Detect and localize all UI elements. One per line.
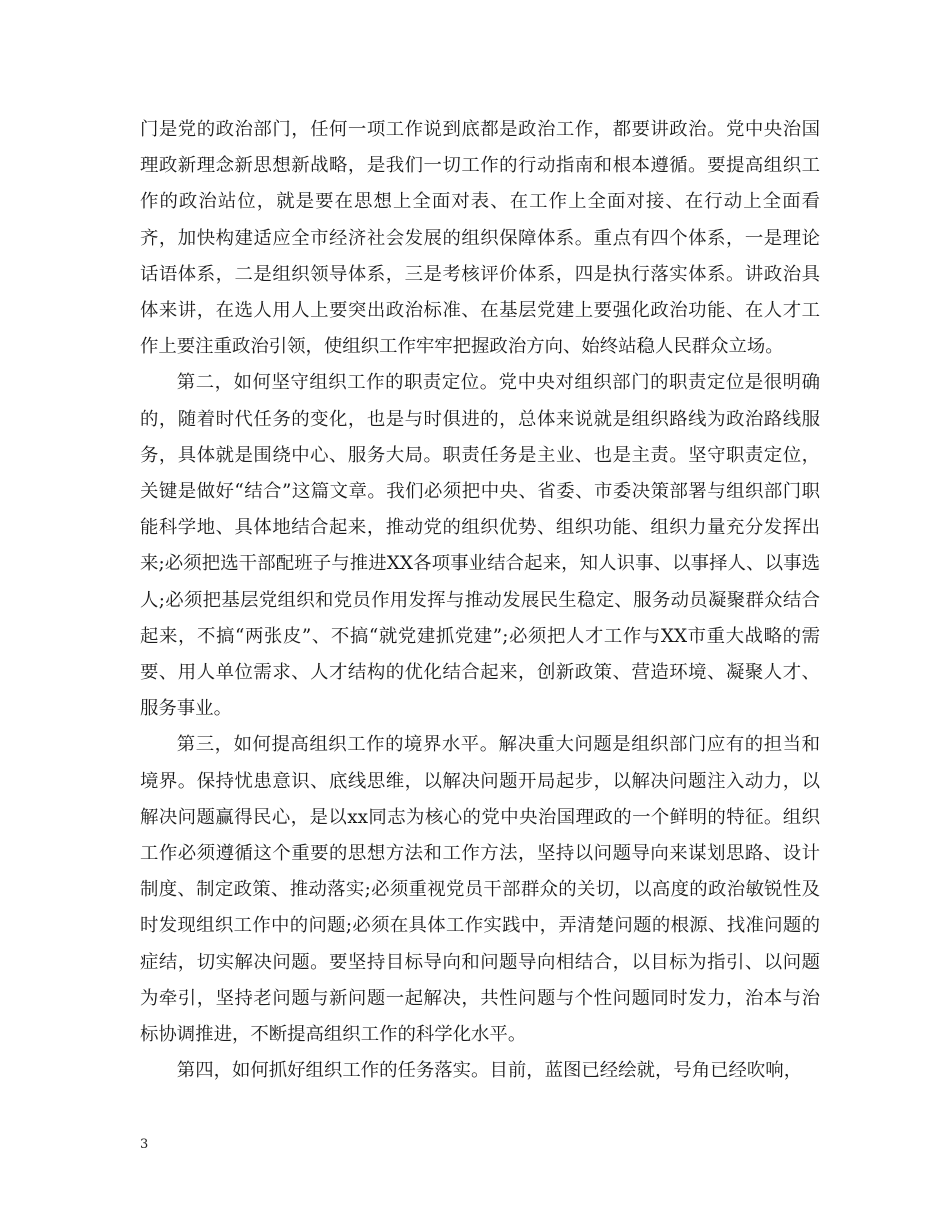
page-number: 3 — [140, 1137, 149, 1152]
paragraph-second: 第二，如何坚守组织工作的职责定位。党中央对组织部门的职责定位是很明确的，随着时代任务的变化，也是与时俱进的，总体来说就是组织路线为政治路线服务，具体就是围绕中心、服务大局。职责任务是主业、也是主责。坚守职责定位，关键是做好“结合”这篇文章。我们必须把中央、省委、市委决策部署与组织部门职能科学地、具体地结合起来，推动党的组织优势、组织功能、组织力量充分发挥出来;必须把选干部配班子与推进XX各项事业结合起来，知人识事、以事择人、以事选人;必须把基层党组织和党员作用发挥与推动发展民生稳定、服务动员凝聚群众结合起来，不搞“两张皮”、不搞“就党建抓党建”;必须把人才工作与XX市重大战略的需要、用人单位需求、人才结构的优化结合起来，创新政策、营造环境、凝聚人才、服务事业。 — [140, 372, 820, 720]
paragraph-continuation: 门是党的政治部门，任何一项工作说到底都是政治工作，都要讲政治。党中央治国理政新理念新思想新战略，是我们一切工作的行动指南和根本遵循。要提高组织工作的政治站位，就是要在思想上全面对表、在工作上全面对接、在行动上全面看齐，加快构建适应全市经济社会发展的组织保障体系。重点有四个体系，一是理论话语体系，二是组织领导体系，三是考核评价体系，四是执行落实体系。讲政治具体来讲，在选人用人上要突出政治标准、在基层党建上要强化政治功能、在人才工作上要注重政治引领，使组织工作牢牢把握政治方向、始终站稳人民群众立场。 — [140, 119, 820, 358]
paragraph-third: 第三，如何提高组织工作的境界水平。解决重大问题是组织部门应有的担当和境界。保持忧患意识、底线思维，以解决问题开局起步，以解决问题注入动力，以解决问题赢得民心，是以xx同志为核心的党中央治国理政的一个鲜明的特征。组织工作必须遵循这个重要的思想方法和工作方法，坚持以问题导向来谋划思路、设计制度、制定政策、推动落实;必须重视党员干部群众的关切，以高度的政治敏锐性及时发现组织工作中的问题;必须在具体工作实践中，弄清楚问题的根源、找准问题的症结，切实解决问题。要坚持目标导向和问题导向相结合，以目标为指引、以问题为牵引，坚持老问题与新问题一起解决，共性问题与个性问题同时发力，治本与治标协调推进，不断提高组织工作的科学化水平。 — [140, 734, 820, 1046]
document-body — [140, 112, 820, 1089]
paragraph-fourth: 第四，如何抓好组织工作的任务落实。目前，蓝图已经绘就，号角已经吹响， — [176, 1060, 803, 1082]
